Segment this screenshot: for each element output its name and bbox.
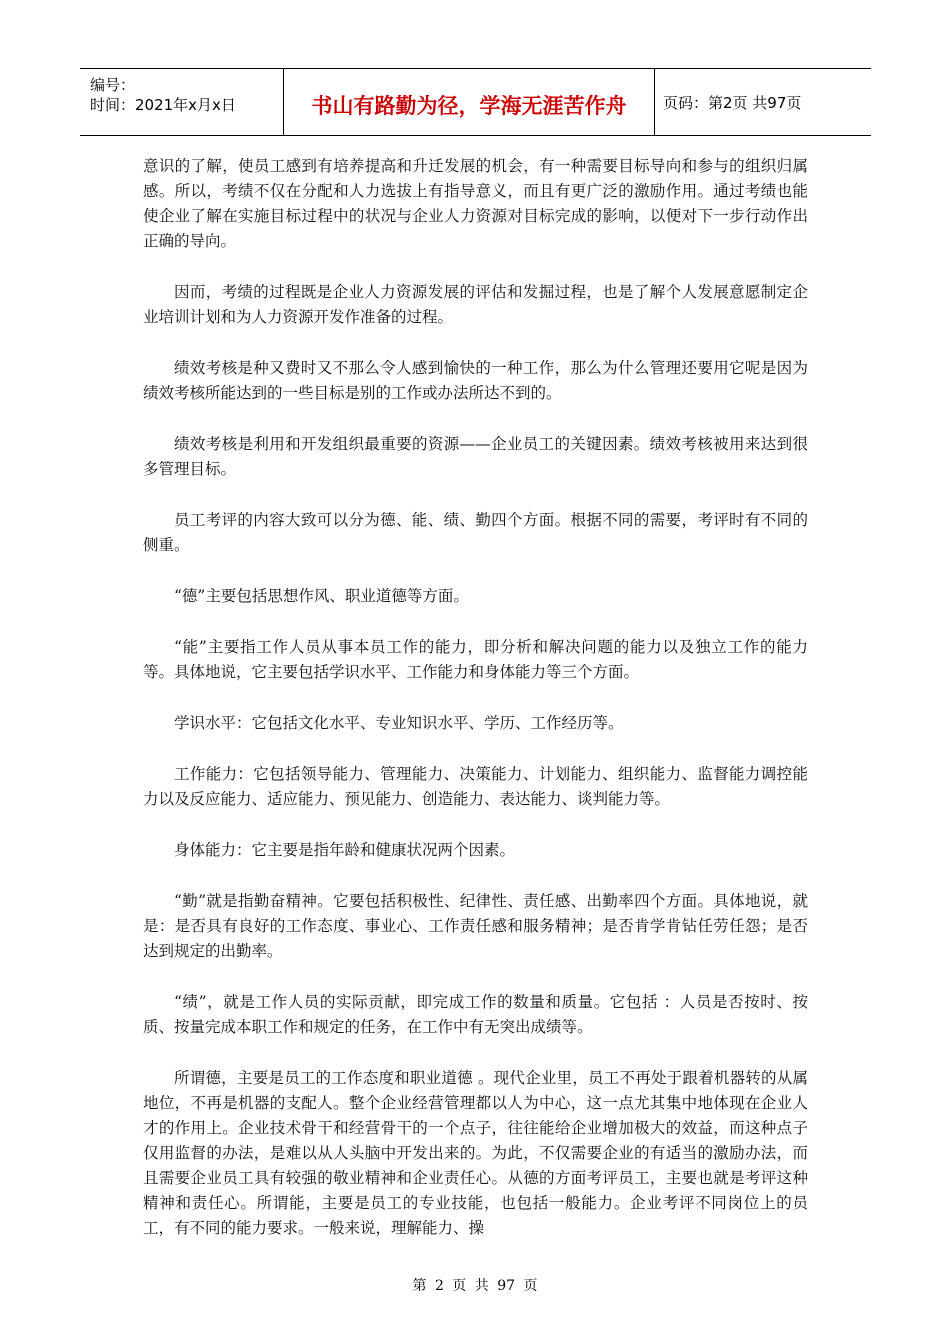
paragraph-5: 员工考评的内容大致可以分为德、能、绩、勤四个方面。根据不同的需要，考评时有不同的侧重。 <box>143 511 808 554</box>
paragraph-13: 所谓德，主要是员工的工作态度和职业道德 。现代企业里，员工不再处于跟着机器转的从属地位，不再是机器的支配人。整个企业经营管理都以人为中心，这一点尤其集中地体现在企业人才的作用上。企业技术骨干和经营骨干的一个点子，往往能给企业增加极大的效益，而这种点子仅用监督的办法，是难以从人头脑中开发出来的。为此，不仅需要企业的有适当的激励办法，而且需要企业员工具有较强的敬业精神和企业责任心。从德的方面考评员工，主要也就是考评这种精神和责任心。所谓能，主要是员工的专业技能，也包括一般能力。企业考评不同岗位上的员工，有不同的能力要求。一般来说，理解能力、操 <box>143 1069 808 1237</box>
document-date-label: 时间：2021年x月x日 <box>90 96 236 114</box>
header-page-label: 页码：第2页 共97页 <box>663 93 802 112</box>
page-footer: 第 2 页 共 97 页 <box>412 1278 538 1294</box>
paragraph-2: 因而，考绩的过程既是企业人力资源发展的评估和发掘过程，也是了解个人发展意愿制定企业培训计划和为人力资源开发作准备的过程。 <box>143 283 808 326</box>
paragraph-9: 工作能力：它包括领导能力、管理能力、决策能力、计划能力、组织能力、监督能力调控能力以及反应能力、适应能力、预见能力、创造能力、表达能力、谈判能力等。 <box>143 765 808 808</box>
paragraph-7: “能”主要指工作人员从事本员工作的能力，即分析和解决问题的能力以及独立工作的能力等。具体地说，它主要包括学识水平、工作能力和身体能力等三个方面。 <box>143 638 808 681</box>
header-left-cell <box>80 69 283 135</box>
paragraph-3: 绩效考核是种又费时又不那么令人感到愉快的一种工作，那么为什么管理还要用它呢是因为绩效考核所能达到的一些目标是别的工作或办法所达不到的。 <box>143 359 808 402</box>
document-body <box>143 154 808 1267</box>
header-motto: 书山有路勤为径，学海无涯苦作舟 <box>283 69 655 135</box>
paragraph-4: 绩效考核是利用和开发组织最重要的资源——企业员工的关键因素。绩效考核被用来达到很多管理目标。 <box>143 435 808 478</box>
paragraph-10: 身体能力：它主要是指年龄和健康状况两个因素。 <box>174 841 516 859</box>
paragraph-6: “德”主要包括思想作风、职业道德等方面。 <box>174 587 469 605</box>
paragraph-12: “绩”，就是工作人员的实际贡献，即完成工作的数量和质量。它包括 ：人员是否按时、按质、按量完成本职工作和规定的任务，在工作中有无突出成绩等。 <box>143 993 808 1036</box>
paragraph-8: 学识水平：它包括文化水平、专业知识水平、学历、工作经历等。 <box>174 714 624 732</box>
header-table <box>80 68 871 136</box>
document-number-label: 编号： <box>90 76 136 94</box>
paragraph-11: “勤”就是指勤奋精神。它要包括积极性、纪律性、责任感、出勤率四个方面。具体地说，就是：是否具有良好的工作态度、事业心、工作责任感和服务精神；是否肯学肯钻任劳任怨；是否达到规定的出勤率。 <box>143 892 808 960</box>
paragraph-1: 意识的了解，使员工感到有培养提高和升迁发展的机会，有一种需要目标导向和参与的组织归属感。所以，考绩不仅在分配和人力选拔上有指导意义，而且有更广泛的激励作用。通过考绩也能使企业了解在实施目标过程中的状况与企业人力资源对目标完成的影响，以便对下一步行动作出正确的导向。 <box>143 157 808 250</box>
